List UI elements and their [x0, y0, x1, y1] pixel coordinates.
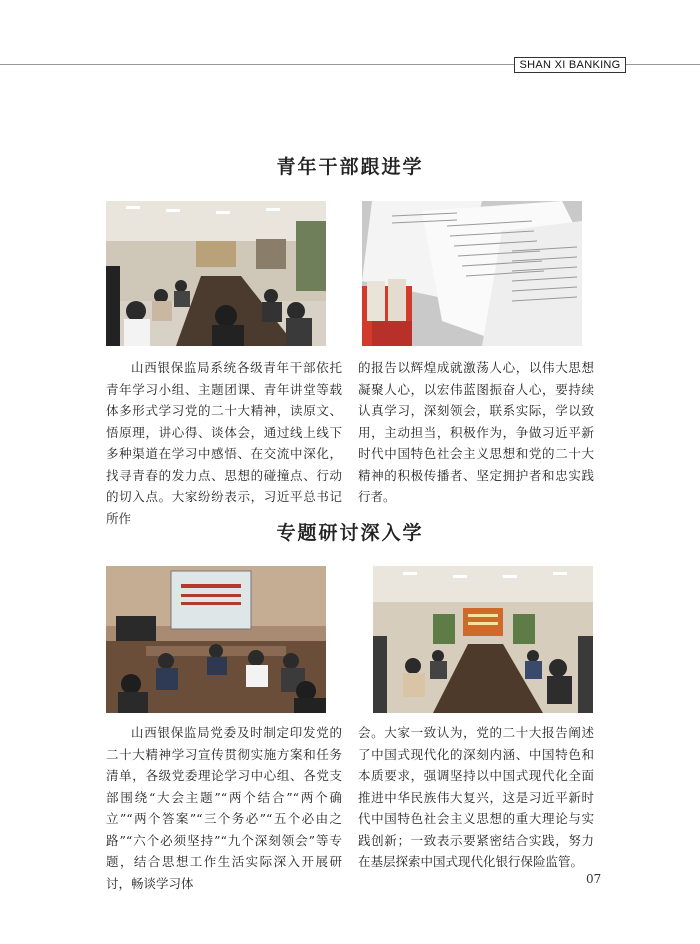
page-number: 07	[586, 872, 602, 886]
section-title-1: 青年干部跟进学	[276, 156, 424, 178]
header-rule-right	[626, 64, 700, 65]
section2-right-text: 会。大家一致认为，党的二十大报告阐述了中国式现代化的深刻内涵、中国特色和本质要求，强调坚持以中国式现代化全面推进中华民族伟大复兴，这是习近平新时代中国特色社会主义思想的重大理论与实践创新；一致表示要紧密结合实践，努力在基层探索中国式现代化银行保险监管。	[358, 725, 594, 869]
section1-right-text: 的报告以辉煌成就激荡人心，以伟大思想凝聚人心，以宏伟蓝图振奋人心，要持续认真学习，深刻领会，联系实际，学以致用，主动担当，积极作为，争做习近平新时代中国特色社会主义思想和党的二十大精神的积极传播者、坚定拥护者和忠实践行者。	[358, 360, 594, 504]
header-rule	[0, 64, 514, 65]
section1-left-text: 山西银保监局系统各级青年干部依托青年学习小组、主题团课、青年讲堂等载体多形式学习党的二十大精神，读原文、悟原理，讲心得、谈体会，通过线上线下多种渠道在学习中感悟、在交流中深化，找寻青春的发力点、思想的碰撞点、行动的切入点。大家纷纷表示，习近平总书记所作	[106, 360, 342, 526]
report-documents-photo	[362, 201, 582, 346]
section-title-2: 专题研讨深入学	[276, 522, 424, 544]
conference-table-photo	[373, 566, 593, 713]
section2-left-text: 山西银保监局党委及时制定印发党的二十大精神学习宣传贯彻实施方案和任务清单，各级党委理论学习中心组、各党支部围绕“大会主题”“两个结合”“两个确立”“两个答案”“三个务必”“五个必由之路”“六个必须坚持”“九个深刻领会”等专题，结合思想工作生活实际深入开展研讨，畅谈学习体	[106, 725, 342, 891]
running-header: SHAN XI BANKING	[514, 57, 626, 73]
meeting-room-photo-1	[106, 201, 326, 346]
study-seminar-photo	[106, 566, 326, 713]
